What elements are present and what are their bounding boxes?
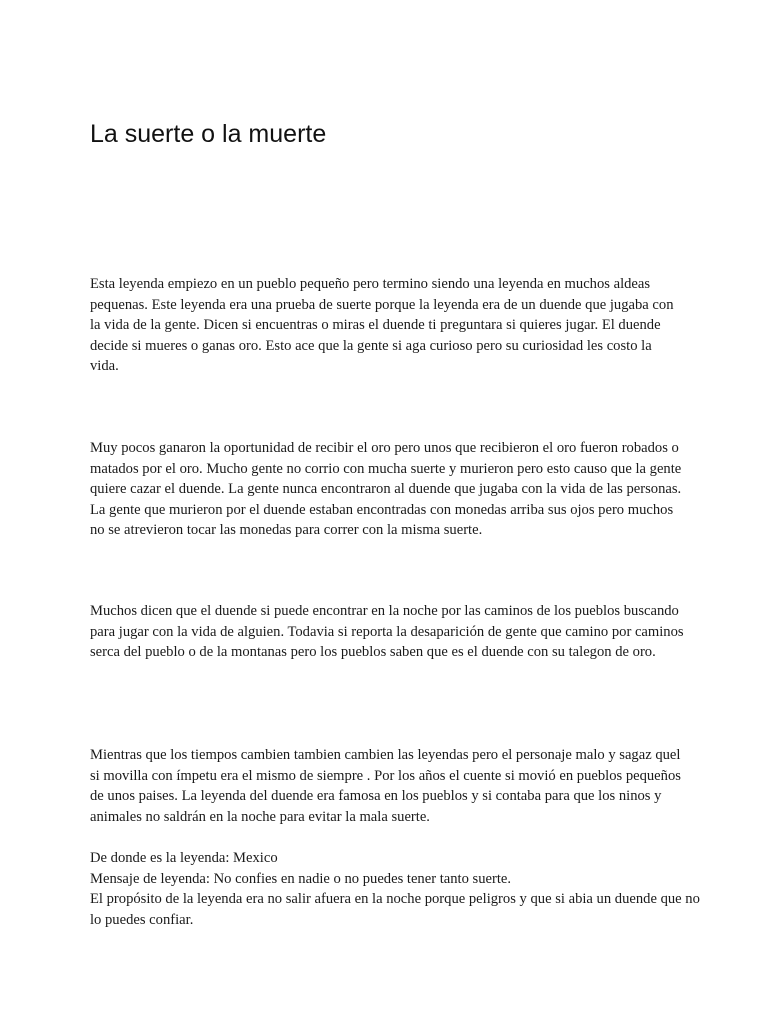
paragraph-1: Esta leyenda empiezo en un pueblo pequeño pero termino siendo una leyenda en muchos aldeas pequenas. Este leyenda era una prueba de suerte porque la leyenda era de un duende que jugaba con la vida de la gente. Dicen si encuentras o miras el duende ti preguntara si quieres jugar. El duende decide si mueres o ganas oro. Esto ace que la gente si aga curioso pero su curiosidad les costo la vida.: [90, 276, 674, 374]
message-line: Mensaje de leyenda: No confies en nadie o no puedes tener tanto suerte.: [90, 870, 512, 887]
paragraph-4: Mientras que los tiempos cambien tambien cambien las leyendas pero el personaje malo y sagaz quel si movilla con ímpetu era el mismo de siempre . Por los años el cuente si movió en pueblos pequeños de unos paises. La leyenda del duende era famosa en los pueblos y si contaba para que los ninos y animales no saldrán en la noche para evitar la mala suerte.: [90, 747, 681, 825]
legend-summary: [90, 848, 710, 930]
paragraph-2: Muy pocos ganaron la oportunidad de recibir el oro pero unos que recibieron el oro fueron robados o matados por el oro. Mucho gente no corrio con mucha suerte y murieron pero esto causo que la gente quiere cazar el duende. La gente nunca encontraron al duende que jugaba con la vida de las personas. La gente que murieron por el duende estaban encontradas con monedas arriba sus ojos pero muchos no se atrevieron tocar las monedas para correr con la misma suerte.: [90, 440, 682, 538]
origin-line: De donde es la leyenda: Mexico: [90, 850, 278, 866]
document-title: La suerte o la muerte: [90, 120, 327, 148]
paragraph-3: Muchos dicen que el duende si puede encontrar en la noche por las caminos de los pueblos buscando para jugar con la vida de alguien. Todavia si reporta la desaparición de gente que camino por caminos serca del pueblo o de la montanas pero los pueblos saben que es el duende con su talegon de oro.: [90, 603, 684, 660]
purpose-line: El propósito de la leyenda era no salir afuera en la noche porque peligros y que si abia un duende que no lo puedes confiar.: [90, 891, 700, 928]
